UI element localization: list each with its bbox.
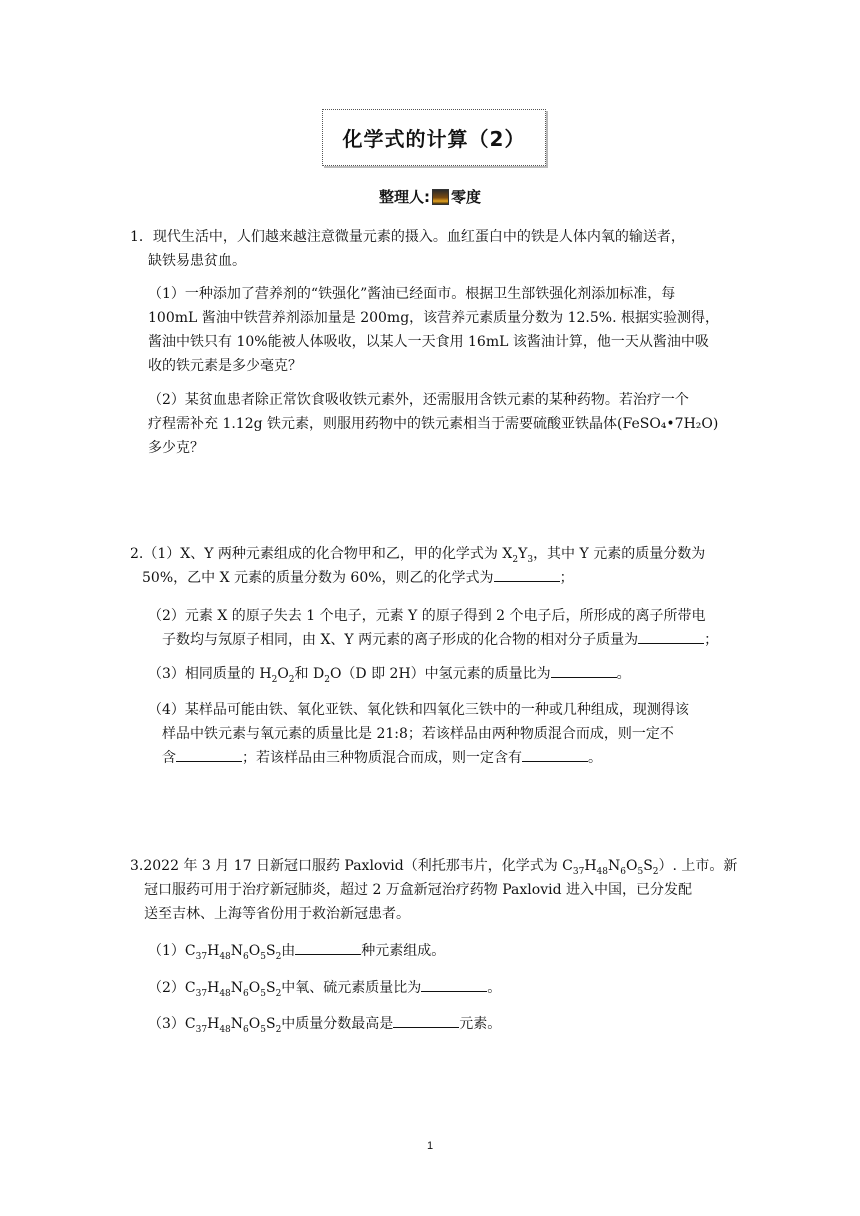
q3-sub: 37 [195, 988, 208, 999]
q1-p1-line4: 收的铁元素是多少毫克？ [148, 358, 302, 374]
q2-p4-line1: （4）某样品可能由铁、氧化亚铁、氧化铁和四氧化三铁中的一种或几种组成，现测得该 [148, 702, 689, 718]
question-3 [130, 854, 750, 926]
q3-sub: 6 [243, 1024, 249, 1035]
q1-p1-line3: 酱油中铁只有 10%能被人体吸收，以某人一天食用 16mL 该酱油计算，他一天从酱油中吸 [148, 334, 709, 350]
q2-p1-line2: 50%，乙中 X 元素的质量分数为 60%，则乙的化学式为 [142, 570, 494, 586]
q2-p4-line3-b: ；若该样品由三种物质混合而成，则一定含有 [242, 750, 522, 766]
q3-sub: 6 [243, 988, 249, 999]
q1-p1-line2: 100mL 酱油中铁营养剂添加量是 200mg，该营养元素质量分数为 12.5%. 根据实验测得， [148, 310, 719, 326]
q2-sub: 2 [324, 674, 330, 685]
formula-h: H [207, 980, 220, 996]
answer-blank[interactable] [295, 940, 361, 955]
q3-sub: 2 [275, 988, 282, 999]
answer-blank[interactable] [393, 1013, 459, 1028]
q3-s2-post-b: 。 [487, 980, 502, 996]
q3-sub: 48 [219, 951, 231, 962]
formula-h: H [207, 1016, 220, 1032]
question-2 [130, 542, 750, 590]
q2-p3-text-e: 。 [616, 666, 631, 682]
q3-line3: 送至吉林、上海等省份用于救治新冠患者。 [144, 906, 410, 922]
q2-sub: 2 [271, 674, 278, 685]
q2-number: 2. [130, 546, 144, 562]
author-label: 整理人: [378, 188, 430, 206]
formula-o: O [248, 1016, 261, 1032]
q3-line2: 冠口服药可用于治疗新冠肺炎，超过 2 万盒新冠治疗药物 Paxlovid 进入中国，已分发配 [144, 882, 692, 898]
q2-part2 [148, 604, 748, 652]
q2-p3-text-d: O（D 即 2H）中氢元素的质量比为 [329, 666, 551, 682]
document-title: 化学式的计算（2） [342, 127, 526, 151]
q1-p2-line1: （2）某贫血患者除正常饮食吸收铁元素外，还需服用含铁元素的某种药物。若治疗一个 [148, 392, 689, 408]
q2-sub: 2 [288, 674, 295, 685]
q3-part3 [148, 1012, 748, 1036]
q2-p1-line2-end: ； [559, 570, 574, 586]
q1-number: 1． [130, 229, 153, 245]
q3-line1-e: S [643, 858, 653, 874]
q3-part2 [148, 976, 748, 1000]
q3-s1-post-b: 种元素组成。 [361, 943, 446, 959]
q2-p1-text-b: Y [518, 546, 528, 562]
q1-p2-line2: 疗程需补充 1.12g 铁元素，则服用药物中的铁元素相当于需要硫酸亚铁晶体(FeSO₄•7H₂O) [148, 416, 719, 432]
formula-n: N [230, 980, 244, 996]
q2-p2-line2-end: ； [704, 632, 719, 648]
q2-p2-line1: （2）元素 X 的原子失去 1 个电子，元素 Y 的原子得到 2 个电子后，所形成的离子所带电 [148, 608, 706, 624]
answer-blank[interactable] [522, 747, 588, 762]
q2-p3-text-a: （3）相同质量的 H [148, 666, 272, 682]
q3-sub: 5 [260, 1024, 266, 1035]
q3-s2-post-a: 中氧、硫元素质量比为 [281, 980, 422, 996]
page-number: 1 [426, 1140, 434, 1152]
photo-icon [432, 189, 449, 205]
formula-s: S [265, 943, 276, 959]
q3-sub: 5 [260, 951, 266, 962]
q1-part1 [148, 282, 748, 378]
author-name: 零度 [450, 188, 481, 206]
q3-sub: 2 [275, 1024, 282, 1035]
q3-s3-post-b: 元素。 [459, 1016, 502, 1032]
q3-number: 3. [130, 858, 144, 874]
q2-p1-text-a: （1）X、Y 两种元素组成的化合物甲和乙，甲的化学式为 X [143, 546, 513, 562]
q3-line1-a: 2022 年 3 月 17 日新冠口服药 Paxlovid（利托那韦片，化学式为 C [143, 858, 573, 874]
formula-s: S [265, 1016, 276, 1032]
q3-sub: 37 [195, 951, 208, 962]
q3-line1-c: N [608, 858, 621, 874]
q3-sub: 37 [195, 1024, 208, 1035]
q1-stem-line2: 缺铁易患贫血。 [148, 253, 246, 269]
question-1 [130, 225, 750, 273]
q1-p2-line3: 多少克？ [148, 440, 204, 456]
formula-o: O [248, 943, 261, 959]
q3-sub: 2 [275, 951, 282, 962]
q3-sub: 48 [219, 988, 231, 999]
q2-p1-text-c: ，其中 Y 元素的质量分数为 [533, 546, 706, 562]
q3-sub: 5 [637, 866, 644, 877]
answer-blank[interactable] [176, 747, 242, 762]
author-line [0, 186, 860, 207]
formula-n: N [230, 943, 244, 959]
q2-p4-line2: 样品中铁元素与氧元素的质量比是 21:8；若该样品由两种物质混合而成，则一定不 [162, 726, 674, 742]
title-box [322, 109, 546, 166]
q1-part2 [148, 388, 748, 460]
q1-p1-line1: （1）一种添加了营养剂的“铁强化”酱油已经面市。根据卫生部铁强化剂添加标准，每 [148, 286, 676, 302]
q3-s2-pre: （2） [148, 980, 185, 996]
q2-sub: 2 [512, 554, 519, 565]
q2-p3-text-b: O [277, 666, 289, 682]
q3-sub: 2 [652, 866, 659, 877]
q3-s1-post-a: 由 [281, 943, 296, 959]
q3-line1-d: O [625, 858, 638, 874]
q2-part3 [148, 662, 748, 686]
q1-stem-line1: 现代生活中，人们越来越注意微量元素的摄入。血红蛋白中的铁是人体内氧的输送者， [152, 229, 685, 245]
q3-sub: 5 [260, 988, 266, 999]
q3-s3-pre: （3） [148, 1016, 185, 1032]
q3-sub: 6 [620, 866, 626, 877]
q3-sub: 37 [572, 866, 585, 877]
formula-o: O [248, 980, 261, 996]
q3-s3-post-a: 中质量分数最高是 [281, 1016, 394, 1032]
answer-blank[interactable] [421, 977, 487, 992]
q2-p3-text-c: 和 D [294, 666, 325, 682]
q3-s1-pre: （1） [148, 943, 185, 959]
q3-sub: 6 [243, 951, 249, 962]
q2-p4-line3-c: 。 [588, 750, 602, 766]
q3-sub: 48 [219, 1024, 231, 1035]
formula-h: H [207, 943, 220, 959]
answer-blank[interactable] [494, 567, 560, 582]
formula-s: S [265, 980, 276, 996]
q3-line1-b: H [584, 858, 597, 874]
q3-sub: 48 [596, 866, 608, 877]
q2-sub: 3 [527, 554, 534, 565]
formula-c: C [184, 943, 196, 959]
q2-p2-line2: 子数均与氖原子相同，由 X、Y 两元素的离子形成的化合物的相对分子质量为 [162, 632, 639, 648]
answer-blank[interactable] [551, 663, 617, 678]
formula-c: C [184, 980, 196, 996]
formula-n: N [230, 1016, 244, 1032]
answer-blank[interactable] [638, 629, 704, 644]
q3-line1-f: ）. 上市。新 [658, 858, 738, 874]
formula-c: C [184, 1016, 196, 1032]
q3-part1 [148, 939, 748, 963]
q2-p4-line3-a: 含 [162, 750, 176, 766]
q2-part4 [148, 698, 748, 770]
